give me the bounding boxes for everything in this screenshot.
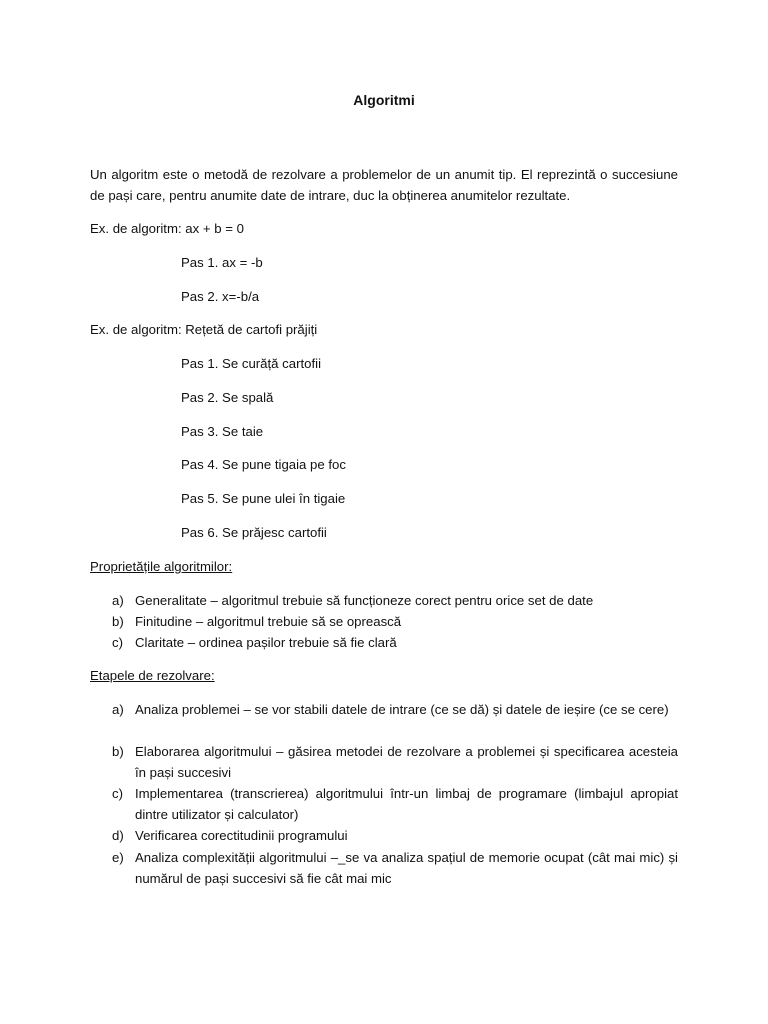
list-item-text: Elaborarea algoritmului – găsirea metodei de rezolvare a problemei și specificarea acesteia în pași succesivi	[135, 744, 678, 780]
list-item-text: Finitudine – algoritmul trebuie să se oprească	[135, 614, 402, 629]
list-item-text: Verificarea corectitudinii programului	[135, 828, 348, 843]
list-marker: b)	[112, 614, 124, 629]
example-heading: Ex. de algoritm: Rețetă de cartofi prăjiți	[90, 322, 318, 337]
section-heading: Etapele de rezolvare:	[90, 668, 215, 683]
example-step: Pas 4. Se pune tigaia pe foc	[181, 457, 346, 472]
intro-paragraph: Un algoritm este o metodă de rezolvare a problemelor de un anumit tip. El reprezintă o succesiune de pași care, pentru anumite date de intrare, duc la obținerea anumitelor rezultate.	[90, 167, 678, 203]
example-step: Pas 2. x=-b/a	[181, 289, 260, 304]
list-item-text: Analiza complexității algoritmului –_se va analiza spațiul de memorie ocupat (cât mai mic) și numărul de pași succesivi să fie cât mai mic	[135, 850, 678, 886]
example-step: Pas 1. ax = -b	[181, 255, 263, 270]
list-item-text: Implementarea (transcrierea) algoritmului într-un limbaj de programare (limbajul apropiat dintre utilizator și calculator)	[135, 786, 678, 822]
page-title: Algoritmi	[353, 92, 415, 108]
section-heading: Proprietățile algoritmilor:	[90, 559, 233, 574]
list-marker: a)	[112, 702, 124, 717]
example-heading: Ex. de algoritm: ax + b = 0	[90, 221, 244, 236]
list-marker: c)	[112, 786, 123, 801]
example-step: Pas 1. Se curăță cartofii	[181, 356, 322, 371]
list-item-text: Generalitate – algoritmul trebuie să funcționeze corect pentru orice set de date	[135, 593, 594, 608]
list-marker: a)	[112, 593, 124, 608]
list-marker: e)	[112, 850, 124, 865]
list-marker: c)	[112, 635, 123, 650]
example-step: Pas 2. Se spală	[181, 390, 274, 405]
list-marker: d)	[112, 828, 124, 843]
list-item-text: Claritate – ordinea pașilor trebuie să fie clară	[135, 635, 397, 650]
list-item-text: Analiza problemei – se vor stabili datele de intrare (ce se dă) și datele de ieșire (ce se cere)	[135, 702, 669, 717]
example-step: Pas 6. Se prăjesc cartofii	[181, 525, 327, 540]
list-marker: b)	[112, 744, 124, 759]
example-step: Pas 3. Se taie	[181, 424, 264, 439]
example-step: Pas 5. Se pune ulei în tigaie	[181, 491, 346, 506]
